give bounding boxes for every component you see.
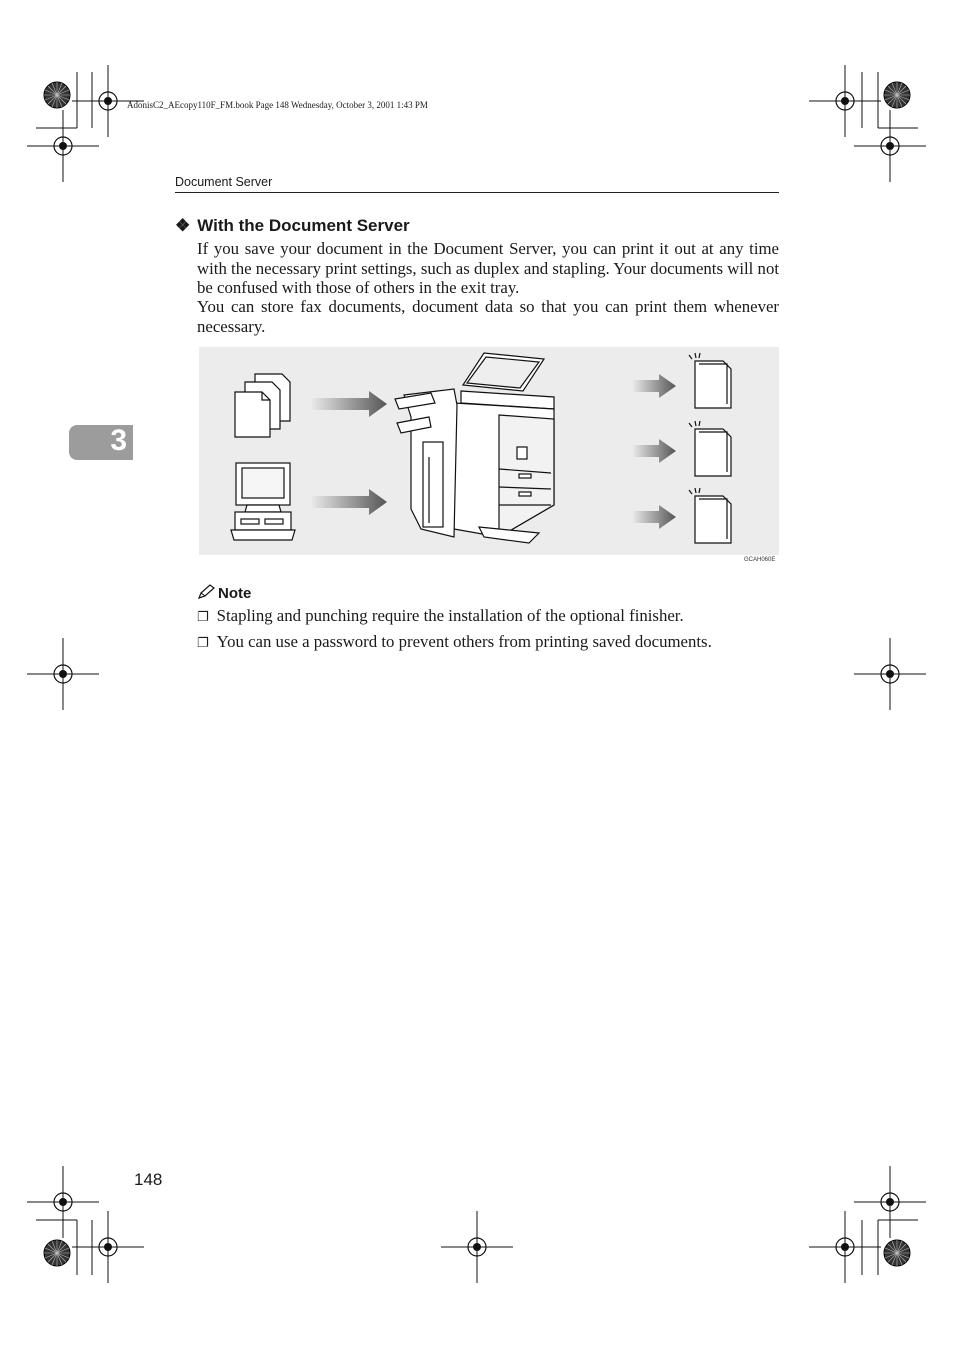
paragraph-1: If you save your document in the Document Server, you can print it out at any time with the necessary print settings, such as duplex and stapling. Your documents will not be confused with those of others in the exit tray. (197, 239, 779, 297)
input-arrows (312, 391, 387, 515)
printed-page-icon (689, 353, 731, 543)
note-heading-text: Note (218, 585, 252, 602)
section-heading-text: With the Document Server (197, 216, 410, 235)
pencil-note-icon (197, 584, 215, 600)
document-stack-icon (235, 374, 290, 437)
chapter-number: 3 (110, 424, 127, 457)
header-rule (175, 192, 779, 193)
note-item (197, 606, 797, 626)
checkbox-bullet-icon: ❐ (197, 636, 209, 651)
page-number: 148 (134, 1170, 163, 1189)
figure-code: GCAH060E (744, 557, 776, 563)
chapter-tab (69, 425, 133, 460)
paragraph-2: You can store fax documents, document data so that you can print them whenever necessary. (197, 297, 779, 336)
output-arrows (633, 374, 676, 529)
computer-icon (231, 463, 295, 540)
document-server-figure (199, 347, 779, 555)
diamond-bullet-icon: ❖ (175, 216, 191, 235)
figure-illustration (199, 347, 779, 555)
note-heading (197, 584, 251, 602)
book-file-line: AdonisC2_AEcopy110F_FM.book Page 148 Wednesday, October 3, 2001 1:43 PM (127, 100, 428, 110)
running-header: Document Server (175, 175, 273, 189)
note-item-text: You can use a password to prevent others from printing saved documents. (216, 632, 712, 651)
checkbox-bullet-icon: ❐ (197, 610, 209, 625)
note-item-text: Stapling and punching require the installation of the optional finisher. (216, 606, 684, 625)
note-item (197, 632, 797, 652)
copier-icon (395, 353, 554, 543)
section-heading (175, 216, 410, 236)
